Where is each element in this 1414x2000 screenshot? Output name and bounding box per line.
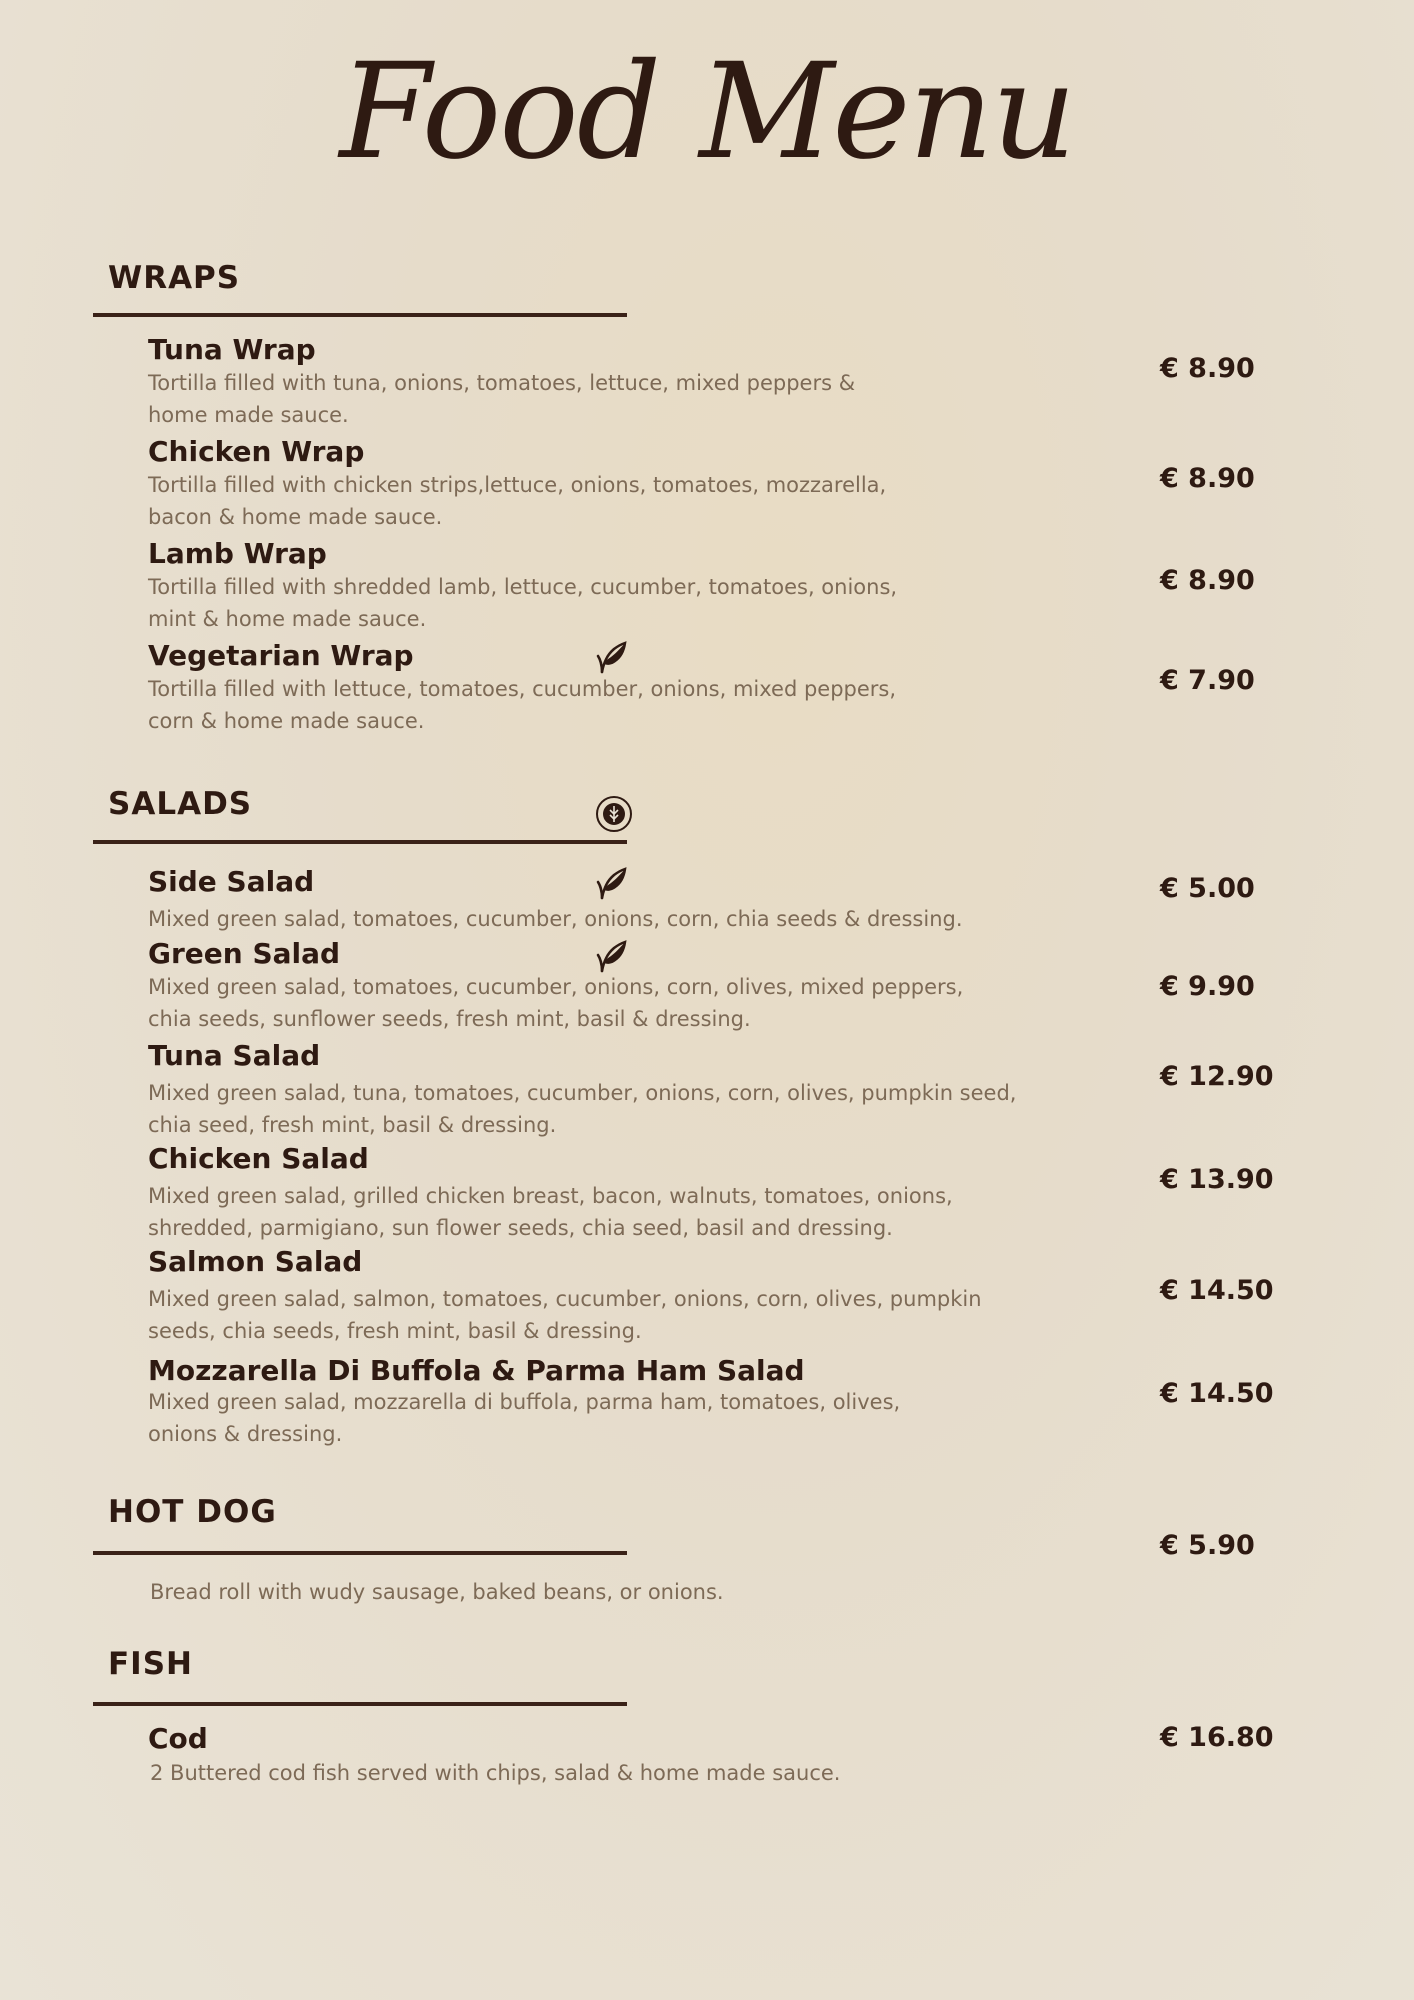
item-price-tuna-wrap: € 8.90 xyxy=(1160,353,1255,384)
leaf-icon xyxy=(594,866,628,900)
item-desc-chicken-wrap: Tortilla filled with chicken strips,lettuce, onions, tomatoes, mozzarella, bacon & home made sauce. xyxy=(148,473,887,529)
item-name-lamb-wrap: Lamb Wrap xyxy=(148,537,327,570)
item-desc-lamb-wrap: Tortilla filled with shredded lamb, lettuce, cucumber, tomatoes, onions, mint & home made sauce. xyxy=(148,575,898,631)
item-price-lamb-wrap: € 8.90 xyxy=(1160,565,1255,596)
item-name-cod: Cod xyxy=(148,1722,208,1755)
section-divider xyxy=(93,1702,627,1706)
item-name-tuna-wrap: Tuna Wrap xyxy=(148,333,316,366)
item-name-green-salad: Green Salad xyxy=(148,937,341,970)
section-divider xyxy=(93,313,627,317)
item-price-cod: € 16.80 xyxy=(1160,1722,1274,1753)
section-title-salads: SALADS xyxy=(108,786,253,822)
item-desc-cod: 2 Buttered cod fish served with chips, salad & home made sauce. xyxy=(150,1761,841,1785)
leaf-icon xyxy=(594,640,628,674)
leaf-icon xyxy=(594,939,628,973)
section-title-fish: FISH xyxy=(108,1646,193,1682)
item-price-chicken-wrap: € 8.90 xyxy=(1160,463,1255,494)
item-name-chicken-salad: Chicken Salad xyxy=(148,1142,369,1175)
item-name-vegetarian-wrap: Vegetarian Wrap xyxy=(148,639,414,672)
gluten-free-icon xyxy=(595,795,633,833)
item-desc-side-salad: Mixed green salad, tomatoes, cucumber, onions, corn, chia seeds & dressing. xyxy=(148,907,963,931)
section-divider xyxy=(93,1551,627,1555)
item-name-side-salad: Side Salad xyxy=(148,865,315,898)
section-divider xyxy=(93,840,627,844)
item-price-mozzarella-parma-salad: € 14.50 xyxy=(1160,1378,1274,1409)
item-price-chicken-salad: € 13.90 xyxy=(1160,1164,1274,1195)
item-name-chicken-wrap: Chicken Wrap xyxy=(148,435,365,468)
item-desc-mozzarella-parma-salad: Mixed green salad, mozzarella di buffola, parma ham, tomatoes, olives, onions & dressing. xyxy=(148,1390,901,1446)
item-price-side-salad: € 5.00 xyxy=(1160,873,1255,904)
item-desc-green-salad: Mixed green salad, tomatoes, cucumber, onions, corn, olives, mixed peppers, chia seeds, sunflower seeds, fresh mint, basil & dressing. xyxy=(148,975,964,1031)
menu-title: Food Menu xyxy=(339,35,1075,189)
item-name-salmon-salad: Salmon Salad xyxy=(148,1245,363,1278)
item-price-green-salad: € 9.90 xyxy=(1160,971,1255,1002)
item-price-salmon-salad: € 14.50 xyxy=(1160,1275,1274,1306)
item-name-tuna-salad: Tuna Salad xyxy=(148,1039,321,1072)
item-price-vegetarian-wrap: € 7.90 xyxy=(1160,665,1255,696)
item-desc-hot-dog: Bread roll with wudy sausage, baked beans, or onions. xyxy=(150,1580,724,1604)
item-name-mozzarella-parma-salad: Mozzarella Di Buffola & Parma Ham Salad xyxy=(148,1354,805,1387)
section-title-hot-dog: HOT DOG xyxy=(108,1494,277,1530)
item-price-tuna-salad: € 12.90 xyxy=(1160,1061,1274,1092)
item-price-hot-dog: € 5.90 xyxy=(1160,1530,1255,1561)
item-desc-chicken-salad: Mixed green salad, grilled chicken breast, bacon, walnuts, tomatoes, onions, shredded, parmigiano, sun flower seeds, chia seed, basil and dressing. xyxy=(148,1184,953,1240)
item-desc-tuna-wrap: Tortilla filled with tuna, onions, tomatoes, lettuce, mixed peppers & home made sauce. xyxy=(148,371,856,427)
item-desc-salmon-salad: Mixed green salad, salmon, tomatoes, cucumber, onions, corn, olives, pumpkin seeds, chia seeds, fresh mint, basil & dressing. xyxy=(148,1287,982,1343)
item-desc-vegetarian-wrap: Tortilla filled with lettuce, tomatoes, cucumber, onions, mixed peppers, corn & home made sauce. xyxy=(148,677,897,733)
item-desc-tuna-salad: Mixed green salad, tuna, tomatoes, cucumber, onions, corn, olives, pumpkin seed, chia seed, fresh mint, basil & dressing. xyxy=(148,1081,1017,1137)
section-title-wraps: WRAPS xyxy=(108,260,241,296)
